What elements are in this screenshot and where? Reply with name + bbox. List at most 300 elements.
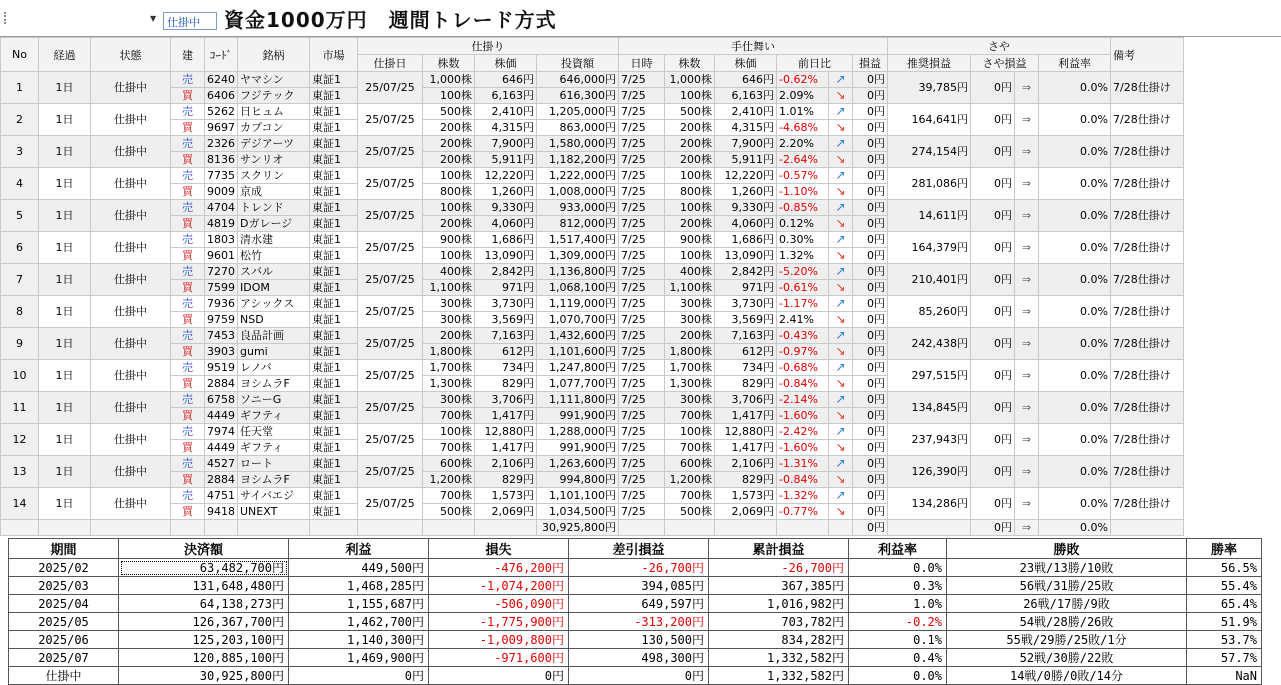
- elapsed-cell: 1日: [39, 392, 91, 424]
- summary-cell: 14戦/0勝/0敗/14分: [947, 667, 1187, 685]
- code-cell: 7735: [205, 168, 238, 184]
- status-cell: 仕掛中: [91, 488, 171, 520]
- trend-up-arrow-icon: [829, 296, 853, 312]
- row-number[interactable]: 5: [1, 200, 39, 232]
- summary-row[interactable]: [9, 613, 1262, 631]
- side-cell: 買: [171, 88, 205, 104]
- right-arrow-cell: [1015, 104, 1039, 136]
- exit-quantity-cell: 800株: [665, 184, 715, 200]
- col-keika[interactable]: 経過: [39, 38, 91, 72]
- col-shijo[interactable]: 市場: [310, 38, 358, 72]
- right-arrow-cell: [1015, 456, 1039, 488]
- price-cell: 4,315円: [475, 120, 537, 136]
- empty-cell: [715, 520, 777, 536]
- investment-cell: 1,077,700円: [537, 376, 619, 392]
- right-arrow-cell: [1015, 328, 1039, 360]
- elapsed-cell: 1日: [39, 104, 91, 136]
- change-cell: -0.77%: [777, 504, 829, 520]
- change-cell: -1.17%: [777, 296, 829, 312]
- exit-date-cell: 7/25: [619, 232, 665, 248]
- investment-cell: 863,000円: [537, 120, 619, 136]
- row-number[interactable]: 1: [1, 72, 39, 104]
- summary-cell: -1,775,900円: [429, 613, 569, 631]
- exit-quantity-cell: 500株: [665, 104, 715, 120]
- status-cell: 仕掛中: [91, 232, 171, 264]
- arrow-up-right-icon: ↗: [835, 392, 846, 406]
- summary-cell: 1,469,900円: [289, 649, 429, 667]
- exit-date-cell: 7/25: [619, 264, 665, 280]
- pl-cell: 0円: [853, 248, 888, 264]
- exit-quantity-cell: 200株: [665, 136, 715, 152]
- code-cell: 9601: [205, 248, 238, 264]
- trend-up-arrow-icon: [829, 72, 853, 88]
- arrow-up-right-icon: ↗: [835, 104, 846, 118]
- summary-cell: 0.3%: [849, 577, 947, 595]
- table-row[interactable]: [1, 72, 1184, 88]
- col-jotai[interactable]: 状態: [91, 38, 171, 72]
- row-number[interactable]: 4: [1, 168, 39, 200]
- table-row[interactable]: [1, 104, 1184, 120]
- table-row[interactable]: [1, 296, 1184, 312]
- col-date[interactable]: 仕掛日: [358, 55, 423, 72]
- side-cell: 売: [171, 104, 205, 120]
- investment-cell: 1,034,500円: [537, 504, 619, 520]
- summary-row[interactable]: [9, 577, 1262, 595]
- arrow-down-right-icon: ↘: [835, 184, 846, 198]
- return-rate-cell: 0.0%: [1039, 296, 1111, 328]
- summary-row[interactable]: [9, 559, 1262, 577]
- code-cell: 4704: [205, 200, 238, 216]
- right-arrow-cell: [1015, 360, 1039, 392]
- col-no[interactable]: No: [1, 38, 39, 72]
- summary-cell: 131,648,480円: [119, 577, 289, 595]
- code-cell: 7270: [205, 264, 238, 280]
- exit-quantity-cell: 1,300株: [665, 376, 715, 392]
- code-cell: 4449: [205, 408, 238, 424]
- pl-cell: 0円: [853, 392, 888, 408]
- dropdown-arrow-icon[interactable]: ▼: [150, 14, 157, 23]
- pl-cell: 0円: [853, 312, 888, 328]
- row-number[interactable]: 7: [1, 264, 39, 296]
- market-cell: 東証1: [310, 472, 358, 488]
- arrow-up-right-icon: ↗: [835, 456, 846, 470]
- trend-down-arrow-icon: [829, 312, 853, 328]
- side-cell: 買: [171, 152, 205, 168]
- spread-pl-cell: 0円: [971, 328, 1015, 360]
- summary-cell: 53.7%: [1187, 631, 1262, 649]
- col-biko[interactable]: 備考: [1111, 38, 1184, 72]
- code-cell: 2326: [205, 136, 238, 152]
- quantity-cell: 200株: [423, 120, 475, 136]
- memo-cell: 7/28仕掛け: [1111, 264, 1184, 296]
- summary-col-header[interactable]: 勝率: [1187, 539, 1262, 559]
- summary-cell: 57.7%: [1187, 649, 1262, 667]
- arrow-up-right-icon: ↗: [835, 488, 846, 502]
- table-row[interactable]: [1, 328, 1184, 344]
- arrow-down-right-icon: ↘: [835, 440, 846, 454]
- summary-cell: 26戦/17勝/9敗: [947, 595, 1187, 613]
- side-cell: 売: [171, 488, 205, 504]
- right-arrow-cell: [1015, 392, 1039, 424]
- col-soneki[interactable]: 損益: [853, 55, 888, 72]
- pl-cell: 0円: [853, 72, 888, 88]
- exit-date-cell: 7/25: [619, 184, 665, 200]
- summary-row[interactable]: [9, 649, 1262, 667]
- right-arrow-cell: [1015, 424, 1039, 456]
- total-spread-cell: 0円: [971, 520, 1015, 536]
- summary-col-header[interactable]: 利益: [289, 539, 429, 559]
- exit-price-cell: 3,730円: [715, 296, 777, 312]
- trend-down-arrow-icon: [829, 216, 853, 232]
- trend-up-arrow-icon: [829, 456, 853, 472]
- exit-price-cell: 2,106円: [715, 456, 777, 472]
- table-row[interactable]: [1, 424, 1184, 440]
- spread-pl-cell: 0円: [971, 232, 1015, 264]
- quantity-cell: 100株: [423, 88, 475, 104]
- investment-cell: 1,247,800円: [537, 360, 619, 376]
- stock-name-cell: ヤマシン: [238, 72, 310, 88]
- total-pl-cell: 0円: [853, 520, 888, 536]
- code-cell: 9418: [205, 504, 238, 520]
- row-number[interactable]: 14: [1, 488, 39, 520]
- row-number[interactable]: 2: [1, 104, 39, 136]
- summary-cell: 130,500円: [569, 631, 709, 649]
- table-row[interactable]: [1, 392, 1184, 408]
- row-number[interactable]: 3: [1, 136, 39, 168]
- row-number[interactable]: 11: [1, 392, 39, 424]
- quantity-cell: 200株: [423, 152, 475, 168]
- entry-date-cell: 25/07/25: [358, 168, 423, 200]
- exit-date-cell: 7/25: [619, 168, 665, 184]
- market-cell: 東証1: [310, 504, 358, 520]
- status-cell: 仕掛中: [91, 296, 171, 328]
- investment-cell: 1,580,000円: [537, 136, 619, 152]
- exit-price-cell: 971円: [715, 280, 777, 296]
- summary-cell: 394,085円: [569, 577, 709, 595]
- exit-quantity-cell: 200株: [665, 120, 715, 136]
- col-toshigaku[interactable]: 投資額: [537, 55, 619, 72]
- summary-cell: 55.4%: [1187, 577, 1262, 595]
- change-cell: -4.68%: [777, 120, 829, 136]
- spread-pl-cell: 0円: [971, 72, 1015, 104]
- change-cell: -0.85%: [777, 200, 829, 216]
- arrow-up-right-icon: ↗: [835, 328, 846, 342]
- market-cell: 東証1: [310, 200, 358, 216]
- empty-cell: [358, 520, 423, 536]
- memo-cell: 7/28仕掛け: [1111, 232, 1184, 264]
- table-row[interactable]: [1, 456, 1184, 472]
- quantity-cell: 1,000株: [423, 72, 475, 88]
- exit-price-cell: 1,573円: [715, 488, 777, 504]
- quantity-cell: 700株: [423, 408, 475, 424]
- exit-quantity-cell: 200株: [665, 216, 715, 232]
- summary-cell: NaN: [1187, 667, 1262, 685]
- summary-cell: 0.0%: [849, 667, 947, 685]
- stock-name-cell: トレンド: [238, 200, 310, 216]
- stock-name-cell: 日ヒュム: [238, 104, 310, 120]
- price-cell: 829円: [475, 472, 537, 488]
- side-cell: 売: [171, 392, 205, 408]
- total-arrow-cell: [1015, 520, 1039, 536]
- arrow-down-right-icon: ↘: [835, 120, 846, 134]
- code-cell: 8136: [205, 152, 238, 168]
- row-number[interactable]: 6: [1, 232, 39, 264]
- table-row[interactable]: [1, 488, 1184, 504]
- col-meigara[interactable]: 銘柄: [238, 38, 310, 72]
- right-arrow-cell: [1015, 168, 1039, 200]
- return-rate-cell: 0.0%: [1039, 392, 1111, 424]
- return-rate-cell: 0.0%: [1039, 456, 1111, 488]
- table-row[interactable]: [1, 168, 1184, 184]
- market-cell: 東証1: [310, 120, 358, 136]
- col-code[interactable]: ｺｰﾄﾞ: [205, 38, 238, 72]
- change-cell: -1.60%: [777, 408, 829, 424]
- exit-quantity-cell: 600株: [665, 456, 715, 472]
- arrow-right-icon: ⇒: [1021, 465, 1032, 478]
- elapsed-cell: 1日: [39, 72, 91, 104]
- stock-name-cell: 清水建: [238, 232, 310, 248]
- market-cell: 東証1: [310, 104, 358, 120]
- entry-date-cell: 25/07/25: [358, 328, 423, 360]
- market-cell: 東証1: [310, 280, 358, 296]
- pl-cell: 0円: [853, 264, 888, 280]
- arrow-right-icon: ⇒: [1021, 337, 1032, 350]
- quantity-cell: 200株: [423, 136, 475, 152]
- recommended-pl-cell: 274,154円: [888, 136, 971, 168]
- pl-cell: 0円: [853, 88, 888, 104]
- stock-name-cell: ヨシムラF: [238, 472, 310, 488]
- code-cell: 9759: [205, 312, 238, 328]
- code-cell: 4819: [205, 216, 238, 232]
- market-cell: 東証1: [310, 392, 358, 408]
- memo-cell: 7/28仕掛け: [1111, 488, 1184, 520]
- trend-down-arrow-icon: [829, 440, 853, 456]
- code-cell: 4449: [205, 440, 238, 456]
- summary-cell: 0.1%: [849, 631, 947, 649]
- arrow-right-icon: ⇒: [1021, 433, 1032, 446]
- summary-row[interactable]: [9, 595, 1262, 613]
- investment-cell: 1,222,000円: [537, 168, 619, 184]
- toolbar-grip[interactable]: [4, 12, 7, 24]
- investment-cell: 646,000円: [537, 72, 619, 88]
- pl-cell: 0円: [853, 472, 888, 488]
- row-number[interactable]: 10: [1, 360, 39, 392]
- empty-cell: [205, 520, 238, 536]
- price-cell: 13,090円: [475, 248, 537, 264]
- change-cell: -0.57%: [777, 168, 829, 184]
- investment-cell: 1,182,200円: [537, 152, 619, 168]
- summary-cell: 1,016,982円: [709, 595, 849, 613]
- market-cell: 東証1: [310, 296, 358, 312]
- arrow-up-right-icon: ↗: [835, 424, 846, 438]
- row-number[interactable]: 8: [1, 296, 39, 328]
- exit-date-cell: 7/25: [619, 248, 665, 264]
- exit-quantity-cell: 1,700株: [665, 360, 715, 376]
- trend-down-arrow-icon: [829, 120, 853, 136]
- arrow-up-right-icon: ↗: [835, 200, 846, 214]
- col-nichiji[interactable]: 日時: [619, 55, 665, 72]
- table-row[interactable]: [1, 136, 1184, 152]
- summary-cell: 125,203,100円: [119, 631, 289, 649]
- investment-cell: 933,000円: [537, 200, 619, 216]
- memo-cell: 7/28仕掛け: [1111, 136, 1184, 168]
- pl-cell: 0円: [853, 456, 888, 472]
- price-cell: 1,417円: [475, 408, 537, 424]
- col-riekiritsu[interactable]: 利益率: [1039, 55, 1111, 72]
- summary-cell: 649,597円: [569, 595, 709, 613]
- investment-cell: 1,070,700円: [537, 312, 619, 328]
- table-row[interactable]: [1, 200, 1184, 216]
- change-cell: 0.30%: [777, 232, 829, 248]
- price-cell: 734円: [475, 360, 537, 376]
- exit-price-cell: 2,842円: [715, 264, 777, 280]
- trend-up-arrow-icon: [829, 232, 853, 248]
- change-cell: -1.10%: [777, 184, 829, 200]
- change-cell: -5.20%: [777, 264, 829, 280]
- spread-pl-cell: 0円: [971, 424, 1015, 456]
- change-cell: 1.01%: [777, 104, 829, 120]
- summary-cell: 54戦/28勝/26敗: [947, 613, 1187, 631]
- exit-date-cell: 7/25: [619, 120, 665, 136]
- summary-cell: -476,200円: [429, 559, 569, 577]
- summary-cell: 55戦/29勝/25敗/1分: [947, 631, 1187, 649]
- price-cell: 9,330円: [475, 200, 537, 216]
- exit-date-cell: 7/25: [619, 104, 665, 120]
- side-cell: 売: [171, 264, 205, 280]
- table-row[interactable]: [1, 360, 1184, 376]
- exit-date-cell: 7/25: [619, 312, 665, 328]
- pl-cell: 0円: [853, 504, 888, 520]
- summary-col-header[interactable]: 差引損益: [569, 539, 709, 559]
- summary-row[interactable]: [9, 631, 1262, 649]
- trend-down-arrow-icon: [829, 472, 853, 488]
- summary-col-header[interactable]: 決済額: [119, 539, 289, 559]
- summary-col-header[interactable]: 勝敗: [947, 539, 1187, 559]
- entry-date-cell: 25/07/25: [358, 296, 423, 328]
- summary-cell: 1.0%: [849, 595, 947, 613]
- right-arrow-cell: [1015, 488, 1039, 520]
- summary-col-header[interactable]: 利益率: [849, 539, 947, 559]
- positions-grid: [0, 36, 1281, 536]
- summary-table: [8, 538, 1262, 685]
- side-cell: 売: [171, 168, 205, 184]
- col-kabusu[interactable]: 株数: [423, 55, 475, 72]
- total-investment-cell: 30,925,800円: [537, 520, 619, 536]
- col-kabuka[interactable]: 株価: [475, 55, 537, 72]
- exit-date-cell: 7/25: [619, 440, 665, 456]
- exit-price-cell: 3,706円: [715, 392, 777, 408]
- recommended-pl-cell: 134,845円: [888, 392, 971, 424]
- summary-cell: 1,462,700円: [289, 613, 429, 631]
- empty-cell: [665, 520, 715, 536]
- memo-cell: 7/28仕掛け: [1111, 200, 1184, 232]
- return-rate-cell: 0.0%: [1039, 328, 1111, 360]
- summary-cell: 63,482,700円: [119, 559, 289, 577]
- status-cell: 仕掛中: [91, 168, 171, 200]
- pl-cell: 0円: [853, 488, 888, 504]
- price-cell: 2,069円: [475, 504, 537, 520]
- quantity-cell: 300株: [423, 296, 475, 312]
- stock-name-cell: デジアーツ: [238, 136, 310, 152]
- col-suisho[interactable]: 推奨損益: [888, 55, 971, 72]
- summary-cell: 1,332,582円: [709, 667, 849, 685]
- summary-cell: 1,332,582円: [709, 649, 849, 667]
- summary-row[interactable]: [9, 667, 1262, 685]
- return-rate-cell: 0.0%: [1039, 200, 1111, 232]
- exit-quantity-cell: 100株: [665, 424, 715, 440]
- side-cell: 売: [171, 328, 205, 344]
- stock-name-cell: Dガレージ: [238, 216, 310, 232]
- code-cell: 6758: [205, 392, 238, 408]
- col-saya-soneki[interactable]: さや損益: [971, 55, 1039, 72]
- summary-cell: 0円: [569, 667, 709, 685]
- pl-cell: 0円: [853, 136, 888, 152]
- col-t-kabuka[interactable]: 株価: [715, 55, 777, 72]
- summary-cell: 0.4%: [849, 649, 947, 667]
- spread-pl-cell: 0円: [971, 360, 1015, 392]
- code-cell: 9519: [205, 360, 238, 376]
- stock-name-cell: スクリン: [238, 168, 310, 184]
- pl-cell: 0円: [853, 184, 888, 200]
- stock-name-cell: 京成: [238, 184, 310, 200]
- exit-quantity-cell: 1,800株: [665, 344, 715, 360]
- change-cell: 1.32%: [777, 248, 829, 264]
- trend-up-arrow-icon: [829, 360, 853, 376]
- table-row[interactable]: [1, 264, 1184, 280]
- row-number[interactable]: 12: [1, 424, 39, 456]
- summary-col-header[interactable]: 期間: [9, 539, 119, 559]
- exit-date-cell: 7/25: [619, 488, 665, 504]
- table-row[interactable]: [1, 232, 1184, 248]
- quantity-cell: 1,300株: [423, 376, 475, 392]
- arrow-right-icon: ⇒: [1021, 177, 1032, 190]
- trend-down-arrow-icon: [829, 184, 853, 200]
- price-cell: 3,730円: [475, 296, 537, 312]
- exit-price-cell: 13,090円: [715, 248, 777, 264]
- status-filter-dropdown[interactable]: 仕掛中: [163, 12, 217, 30]
- price-cell: 1,260円: [475, 184, 537, 200]
- investment-cell: 1,205,000円: [537, 104, 619, 120]
- exit-price-cell: 6,163円: [715, 88, 777, 104]
- col-zenjitsu[interactable]: 前日比: [777, 55, 853, 72]
- investment-cell: 1,101,100円: [537, 488, 619, 504]
- elapsed-cell: 1日: [39, 264, 91, 296]
- summary-cell: 65.4%: [1187, 595, 1262, 613]
- market-cell: 東証1: [310, 168, 358, 184]
- spread-pl-cell: 0円: [971, 296, 1015, 328]
- row-number[interactable]: 13: [1, 456, 39, 488]
- stock-name-cell: サンリオ: [238, 152, 310, 168]
- return-rate-cell: 0.0%: [1039, 264, 1111, 296]
- summary-col-header[interactable]: 累計損益: [709, 539, 849, 559]
- summary-col-header[interactable]: 損失: [429, 539, 569, 559]
- side-cell: 買: [171, 248, 205, 264]
- exit-quantity-cell: 500株: [665, 504, 715, 520]
- empty-cell: [171, 520, 205, 536]
- memo-cell: 7/28仕掛け: [1111, 296, 1184, 328]
- arrow-down-right-icon: ↘: [835, 344, 846, 358]
- status-cell: 仕掛中: [91, 392, 171, 424]
- change-cell: -1.32%: [777, 488, 829, 504]
- price-cell: 5,911円: [475, 152, 537, 168]
- col-t-kabusu[interactable]: 株数: [665, 55, 715, 72]
- change-cell: 0.12%: [777, 216, 829, 232]
- col-ken[interactable]: 建: [171, 38, 205, 72]
- quantity-cell: 700株: [423, 440, 475, 456]
- row-number[interactable]: 9: [1, 328, 39, 360]
- stock-name-cell: アシックス: [238, 296, 310, 312]
- exit-date-cell: 7/25: [619, 408, 665, 424]
